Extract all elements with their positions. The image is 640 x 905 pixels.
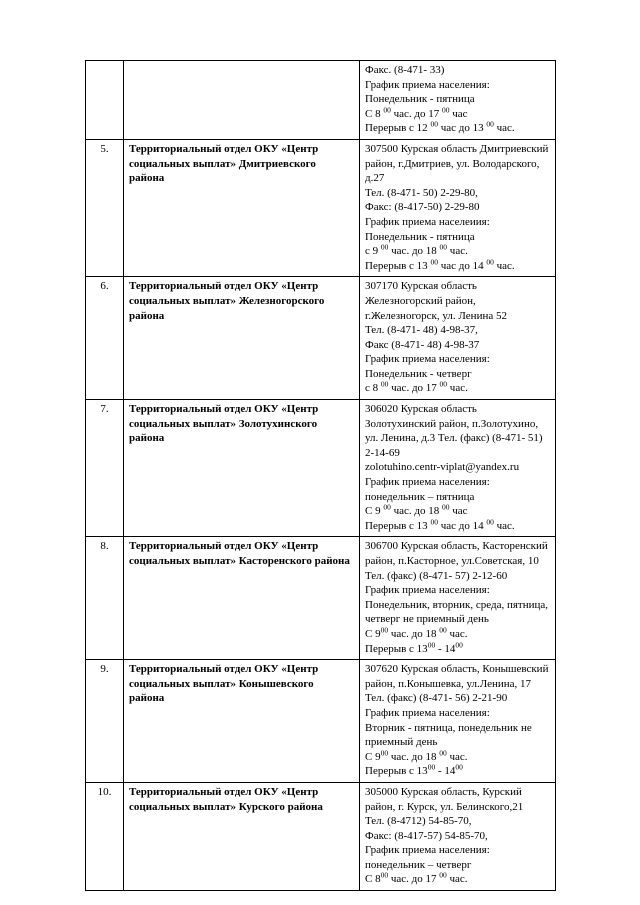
details-line: четверг не приемный день <box>365 613 489 626</box>
details-line: Перерыв с 13 $^{00}$ час до 14 $^{00}$ час. <box>365 517 515 532</box>
details-line: С $8^{00}$ час. до 17 $^{00}$ час. <box>365 870 468 886</box>
details-line: район, п.Касторное, ул.Советская, 10 <box>365 555 539 567</box>
details-line: Понедельник - пятница <box>365 93 475 106</box>
details-line: 2-14-69 <box>365 446 400 459</box>
details-line: График приема населения: <box>365 706 490 719</box>
row-number-cell: 7. <box>86 400 124 537</box>
details-line: понедельник – четверг <box>365 858 472 871</box>
table-row <box>86 61 556 140</box>
details-line: Факс (8-471- 48) 4-98-37 <box>365 338 480 351</box>
details-line: Тел. (факс) (8-471- 56) 2-21-90 <box>365 692 508 705</box>
details-line: район, г. Курск, ул. Белинского,21 <box>365 800 524 813</box>
table-row <box>86 400 556 537</box>
details-line: д.27 <box>365 172 385 185</box>
details-line: С 9 $^{00}$ час. до 18 $^{00}$ час <box>365 502 468 518</box>
office-name-cell: Территориальный отдел ОКУ «Центр социальных выплат» Курского района <box>124 782 360 890</box>
office-details-cell <box>360 400 556 537</box>
details-line: Тел. (8-471- 50) 2-29-80, <box>365 186 478 199</box>
office-name-cell: Территориальный отдел ОКУ «Центр социальных выплат» Дмитриевского района <box>124 139 360 276</box>
offices-table-body <box>86 61 556 891</box>
offices-table <box>85 60 556 891</box>
details-line: Тел. (факс) (8-471- 57) 2-12-60 <box>365 569 508 582</box>
superscript-minutes: 00 <box>442 502 450 512</box>
superscript-minutes: 00 <box>383 502 391 512</box>
row-number-cell: 10. <box>86 782 124 890</box>
details-line: График приема населения: <box>365 476 490 489</box>
details-line: График приема населения: <box>365 78 490 91</box>
details-line: 306020 Курская область <box>365 403 477 416</box>
superscript-minutes: 00 <box>427 639 436 649</box>
details-line: 307170 Курская область <box>365 280 477 293</box>
details-line: приемный день <box>365 736 438 749</box>
table-row <box>86 277 556 400</box>
table-row <box>86 139 556 276</box>
details-line: Тел. (8-4712) 54-85-70, <box>365 815 472 828</box>
superscript-minutes: 00 <box>439 748 447 758</box>
superscript-minutes: 00 <box>430 119 438 129</box>
superscript-minutes: 00 <box>380 748 389 758</box>
superscript-minutes: 00 <box>439 242 448 252</box>
office-name-cell <box>124 61 360 140</box>
details-line: Железногорский район, <box>365 294 476 307</box>
office-details-cell <box>360 277 556 400</box>
superscript-minutes: 00 <box>486 257 494 267</box>
details-line: Факс. (8-471- 33) <box>365 64 445 76</box>
superscript-minutes: 00 <box>427 762 436 772</box>
office-name-cell: Территориальный отдел ОКУ «Центр социальных выплат» Золотухинского района <box>124 400 360 537</box>
office-details-cell <box>360 782 556 890</box>
row-number-cell <box>86 61 124 140</box>
details-line: 307500 Курская область Дмитриевский <box>365 142 549 155</box>
table-row <box>86 537 556 660</box>
superscript-minutes: 00 <box>380 625 389 635</box>
superscript-minutes: 00 <box>439 625 447 635</box>
row-number-cell: 5. <box>86 139 124 276</box>
superscript-minutes: 00 <box>439 870 447 880</box>
details-line: С 8 $^{00}$ час. до 17 $^{00}$ час <box>365 105 468 120</box>
details-line: Понедельник - четверг <box>365 367 472 380</box>
superscript-minutes: 00 <box>442 105 450 115</box>
office-details-cell <box>360 139 556 276</box>
row-number-cell: 6. <box>86 277 124 400</box>
details-line: График приема населения: <box>365 353 490 366</box>
details-line: 306700 Курская область, Касторенский <box>365 540 548 553</box>
details-line: с 9 $^{00}$ час. до 18 $^{00}$ час. <box>365 242 468 258</box>
row-number-cell: 8. <box>86 537 124 660</box>
details-line: Факс: (8-417-50) 2-29-80 <box>365 201 480 214</box>
row-number-cell: 9. <box>86 660 124 783</box>
details-line: Вторник - пятница, понедельник не <box>365 721 532 734</box>
details-line: 307620 Курская область, Конышевский <box>365 663 549 676</box>
details-line: ул. Ленина, д.3 Тел. (факс) (8-471- 51) <box>365 432 543 445</box>
table-row <box>86 782 556 890</box>
office-name-cell: Территориальный отдел ОКУ «Центр социальных выплат» Конышевского района <box>124 660 360 783</box>
details-line: Перерыв с $13^{00} - 14^{00}$ <box>365 762 463 778</box>
superscript-minutes: 00 <box>455 762 463 772</box>
details-line: 305000 Курская область, Курский <box>365 785 522 798</box>
details-line: г.Железногорск, ул. Ленина 52 <box>365 309 507 322</box>
details-line: Факс: (8-417-57) 54-85-70, <box>365 829 488 842</box>
office-details-cell <box>360 660 556 783</box>
office-name-cell: Территориальный отдел ОКУ «Центр социальных выплат» Железногорского района <box>124 277 360 400</box>
details-line: Перерыв с 13 $^{00}$ час до 14 $^{00}$ час. <box>365 257 515 272</box>
details-line: Понедельник, вторник, среда, пятница, <box>365 598 549 611</box>
details-line: С $9^{00}$ час. до 18 $^{00}$ час. <box>365 748 468 763</box>
details-line: понедельник – пятница <box>365 490 475 503</box>
details-line: Перерыв с $13^{00} - 14^{00}$ <box>365 639 463 655</box>
superscript-minutes: 00 <box>455 639 463 649</box>
superscript-minutes: 00 <box>439 379 448 389</box>
details-line: Тел. (8-471- 48) 4-98-37, <box>365 324 478 337</box>
details-line: район, г.Дмитриев, ул. Володарского, <box>365 157 540 170</box>
office-details-cell <box>360 61 556 140</box>
details-line: zolotuhino.centr-viplat@yandex.ru <box>365 461 520 474</box>
details-line: График приема населения: <box>365 584 490 597</box>
superscript-minutes: 00 <box>430 517 438 527</box>
superscript-minutes: 00 <box>430 257 438 267</box>
details-line: Понедельник - пятница <box>365 230 475 243</box>
details-line: График приема населения: <box>365 844 490 857</box>
details-line: с 8 $^{00}$ час. до 17 $^{00}$ час. <box>365 379 468 395</box>
superscript-minutes: 00 <box>380 870 389 880</box>
superscript-minutes: 00 <box>486 517 494 527</box>
superscript-minutes: 00 <box>380 379 389 389</box>
details-line: График приема населеиия: <box>365 215 490 228</box>
details-line: район, п.Конышевка, ул.Ленина, 17 <box>365 677 532 690</box>
details-line: Золотухинский район, п.Золотухино, <box>365 417 539 430</box>
details-line: Перерыв с 12 $^{00}$ час до 13 $^{00}$ час. <box>365 119 515 135</box>
superscript-minutes: 00 <box>380 242 389 252</box>
details-line: С $9^{00}$ час. до 18 $^{00}$ час. <box>365 625 468 640</box>
superscript-minutes: 00 <box>383 105 391 115</box>
superscript-minutes: 00 <box>486 119 494 129</box>
office-name-cell: Территориальный отдел ОКУ «Центр социальных выплат» Касторенского района <box>124 537 360 660</box>
table-row <box>86 660 556 783</box>
office-details-cell <box>360 537 556 660</box>
